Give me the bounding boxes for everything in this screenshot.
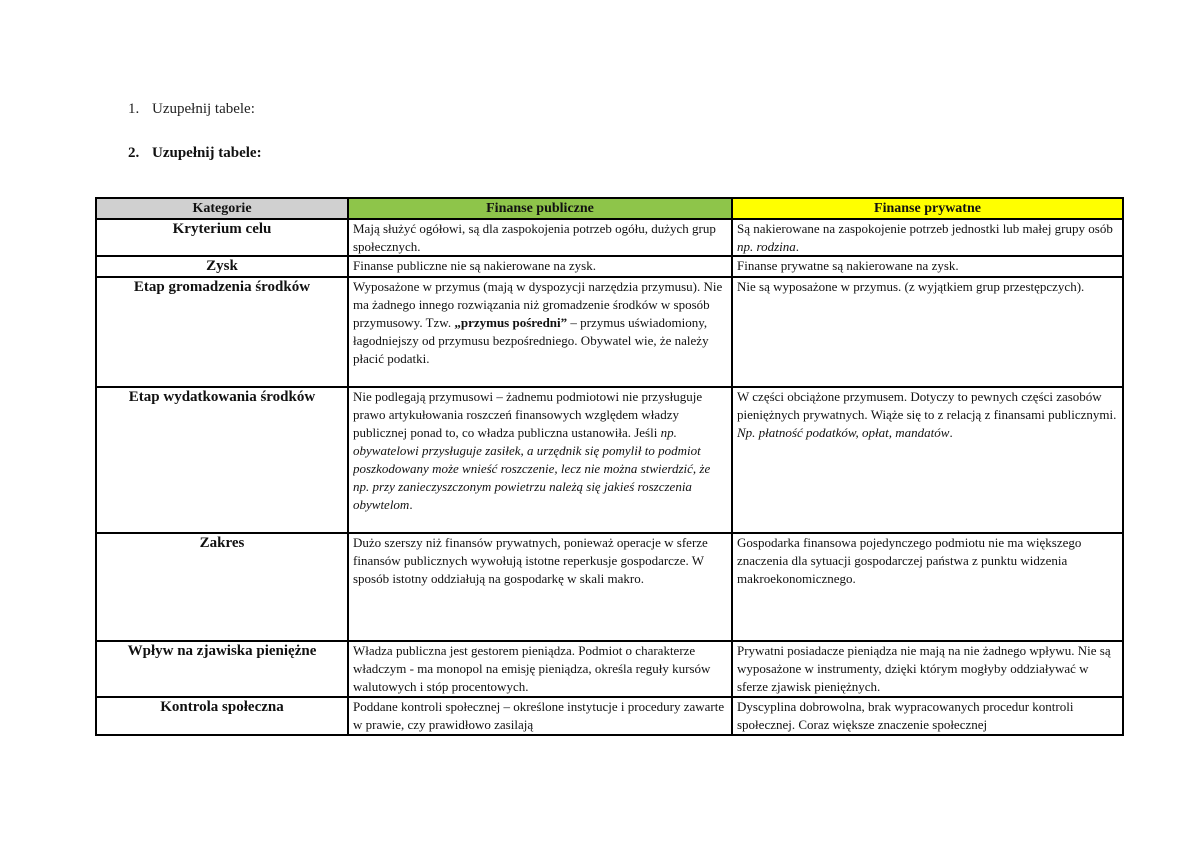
cell-finanse-publiczne xyxy=(348,641,732,697)
heading-1 xyxy=(128,101,255,118)
header-finanse-publiczne: Finanse publiczne xyxy=(348,198,732,219)
row-category: Zakres xyxy=(96,533,348,641)
cell-finanse-publiczne xyxy=(348,256,732,277)
cell-text-segment: Prywatni posiadacze pieniądza nie mają na nie żadnego wpływu. Nie są wyposażone w instrumenty, dzięki którym mogłyby oddziaływać w sferze zjawisk pieniężnych. xyxy=(737,643,1111,694)
cell-finanse-prywatne xyxy=(732,277,1123,387)
cell-finanse-publiczne xyxy=(348,387,732,533)
cell-finanse-publiczne xyxy=(348,219,732,256)
comparison-table xyxy=(95,197,1124,736)
heading-1-text: Uzupełnij tabele: xyxy=(152,101,255,117)
cell-text-segment: Wyposażone w przymus (mają w dyspozycji narzędzia przymusu). Nie ma żadnego innego rozwiązania niż gromadzenie środków w sposób przymusowy. Tzw. xyxy=(353,279,723,330)
table-row xyxy=(96,387,1123,533)
table-header-row xyxy=(96,198,1123,219)
cell-text-segment: Poddane kontroli społecznej – określone instytucje i procedury zawarte w prawie, czy prawidłowo zasilają xyxy=(353,699,725,732)
cell-text-segment: Gospodarka finansowa pojedynczego podmiotu nie ma większego znaczenia dla sytuacji gospodarczej państwa z punktu widzenia makroekonomicznego. xyxy=(737,535,1082,586)
table-row xyxy=(96,219,1123,256)
header-finanse-prywatne: Finanse prywatne xyxy=(732,198,1123,219)
cell-text-segment: Są nakierowane na zaspokojenie potrzeb jednostki lub małej grupy osób xyxy=(737,221,1113,236)
cell-finanse-publiczne xyxy=(348,697,732,735)
cell-finanse-publiczne xyxy=(348,277,732,387)
cell-text-segment: . xyxy=(409,497,413,512)
row-category: Etap wydatkowania środków xyxy=(96,387,348,533)
table-row xyxy=(96,256,1123,277)
cell-finanse-prywatne xyxy=(732,219,1123,256)
heading-1-number: 1. xyxy=(128,101,140,117)
cell-text-segment: Finanse prywatne są nakierowane na zysk. xyxy=(737,258,959,273)
table-row xyxy=(96,533,1123,641)
cell-text-segment: Dużo szerszy niż finansów prywatnych, ponieważ operacje w sferze finansów publicznych wywołują istotne reperkusje gospodarcze. W sposób istotny oddziałują na gospodarkę w skali makro. xyxy=(353,535,708,586)
heading-2-text: Uzupełnij tabele: xyxy=(152,145,262,161)
cell-text-segment: – przymus uświadomiony, łagodniejszy od przymusu bezpośredniego. Obywatel wie, że należy płacić podatki. xyxy=(353,315,709,366)
cell-text-segment: . xyxy=(949,425,953,440)
cell-text-segment: np. rodzina xyxy=(737,239,796,254)
row-category: Zysk xyxy=(96,256,348,277)
table-row xyxy=(96,641,1123,697)
cell-text-segment: Mają służyć ogółowi, są dla zaspokojenia potrzeb ogółu, dużych grup społecznych. xyxy=(353,221,716,254)
row-category: Etap gromadzenia środków xyxy=(96,277,348,387)
cell-text-segment: Nie podlegają przymusowi – żadnemu podmiotowi nie przysługuje prawo artykułowania roszczeń finansowych względem władzy publicznej ponad to, co władza publiczna ustanowiła. Jeśli xyxy=(353,389,703,440)
cell-text-segment: Np. płatność podatków, opłat, mandatów xyxy=(737,425,950,440)
cell-finanse-prywatne xyxy=(732,256,1123,277)
cell-text-segment: Finanse publiczne nie są nakierowane na zysk. xyxy=(353,258,596,273)
row-category: Kryterium celu xyxy=(96,219,348,256)
cell-finanse-prywatne xyxy=(732,697,1123,735)
heading-2 xyxy=(128,145,262,162)
cell-finanse-prywatne xyxy=(732,533,1123,641)
heading-2-number: 2. xyxy=(128,145,140,161)
table-row xyxy=(96,277,1123,387)
cell-finanse-prywatne xyxy=(732,641,1123,697)
cell-text-segment: Władza publiczna jest gestorem pieniądza. Podmiot o charakterze władczym - ma monopol na emisję pieniądza, określa reguły kursów walutowych i stóp procentowych. xyxy=(353,643,711,694)
cell-text-segment: Nie są wyposażone w przymus. (z wyjątkiem grup przestępczych). xyxy=(737,279,1085,294)
cell-text-segment: W części obciążone przymusem. Dotyczy to pewnych części zasobów pieniężnych prywatnych. Wiąże się to z relacją z finansami publicznymi. xyxy=(737,389,1117,422)
cell-text-segment: np. obywatelowi przysługuje zasiłek, a urzędnik się pomylił to podmiot poszkodowany może wnieść roszczenie, lecz nie można stwierdzić, że np. przy zanieczyszczonym powietrzu należą się jakieś roszczenia obywtelom xyxy=(353,425,711,512)
cell-text-segment: Dyscyplina dobrowolna, brak wypracowanych procedur kontroli społecznej. Coraz większe znaczenie społecznej xyxy=(737,699,1074,732)
row-category: Kontrola społeczna xyxy=(96,697,348,735)
row-category: Wpływ na zjawiska pieniężne xyxy=(96,641,348,697)
header-kategorie: Kategorie xyxy=(96,198,348,219)
cell-finanse-prywatne xyxy=(732,387,1123,533)
cell-text-segment: „przymus pośredni” xyxy=(454,315,568,330)
cell-text-segment: . xyxy=(795,239,799,254)
table-row xyxy=(96,697,1123,735)
cell-finanse-publiczne xyxy=(348,533,732,641)
